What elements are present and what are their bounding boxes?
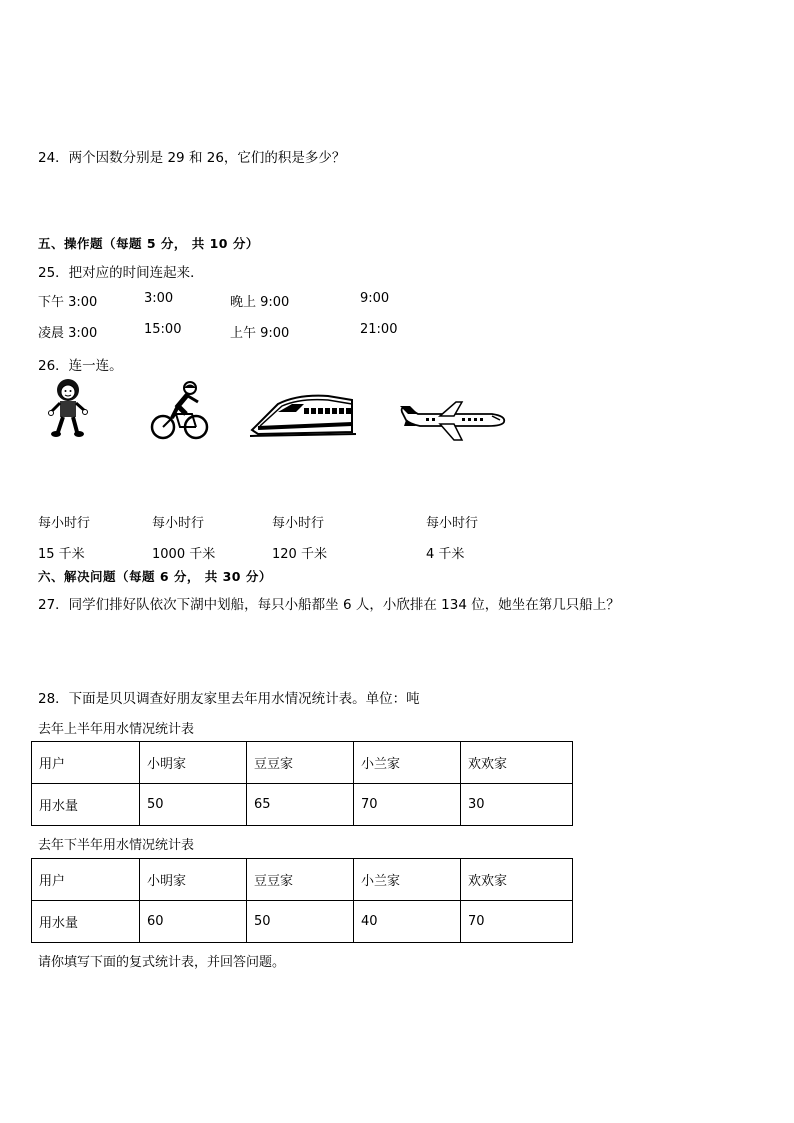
time-item: 3:00: [144, 291, 174, 306]
table-cell: 用水量: [32, 901, 140, 943]
table-cell: 欢欢家: [461, 859, 573, 901]
table-row: [32, 742, 573, 784]
question-27: 27．同学们排好队依次下湖中划船，每只小船都坐 6 人，小欣排在 134 位，她坐在第几只船上？: [38, 597, 620, 613]
table-row: [32, 901, 573, 943]
table-cell: 小明家: [140, 742, 247, 784]
speed-label: 每小时行: [38, 516, 91, 531]
speed-value: 15 千米: [38, 547, 85, 562]
table-cell: 用水量: [32, 784, 140, 826]
speed-value: 4 千米: [426, 547, 465, 562]
table-cell: 50: [140, 784, 247, 826]
table-cell: 小明家: [140, 859, 247, 901]
time-item: 15:00: [144, 322, 182, 337]
table-cell: 豆豆家: [247, 859, 354, 901]
time-item: 9:00: [360, 291, 390, 306]
question-28: 28．下面是贝贝调查好朋友家里去年用水情况统计表。单位：吨: [38, 691, 420, 707]
table-row: [32, 859, 573, 901]
table-cell: 40: [354, 901, 461, 943]
table-cell: 65: [247, 784, 354, 826]
table-row: [32, 784, 573, 826]
time-item: 晚上 9:00: [230, 295, 290, 310]
table-cell: 用户: [32, 742, 140, 784]
question-24: 24．两个因数分别是 29 和 26，它们的积是多少？: [38, 150, 346, 166]
table2-title: 去年下半年用水情况统计表: [38, 838, 195, 853]
table-cell: 欢欢家: [461, 742, 573, 784]
speed-value: 1000 千米: [152, 547, 216, 562]
time-item: 21:00: [360, 322, 398, 337]
table-cell: 豆豆家: [247, 742, 354, 784]
table-cell: 70: [354, 784, 461, 826]
time-item: 下午 3:00: [38, 295, 98, 310]
airplane-icon: [396, 398, 508, 442]
table-cell: 30: [461, 784, 573, 826]
table1-title: 去年上半年用水情况统计表: [38, 722, 195, 737]
table2-second-half-water: [31, 858, 573, 943]
speed-label: 每小时行: [152, 516, 205, 531]
time-item: 凌晨 3:00: [38, 326, 98, 341]
speed-label: 每小时行: [272, 516, 325, 531]
walking-child-icon: [46, 376, 90, 440]
instruction-text: 请你填写下面的复式统计表，并回答问题。: [38, 955, 286, 970]
table-cell: 用户: [32, 859, 140, 901]
table-cell: 60: [140, 901, 247, 943]
section-5-heading: 五、操作题（每题 5 分， 共 10 分）: [38, 236, 259, 251]
table-cell: 50: [247, 901, 354, 943]
cyclist-icon: [150, 380, 210, 442]
train-icon: [248, 390, 358, 440]
table-cell: 小兰家: [354, 742, 461, 784]
table1-first-half-water: [31, 741, 573, 826]
question-26: 26．连一连。: [38, 358, 123, 374]
speed-value: 120 千米: [272, 547, 327, 562]
table-cell: 小兰家: [354, 859, 461, 901]
time-item: 上午 9:00: [230, 326, 290, 341]
section-6-heading: 六、解决问题（每题 6 分， 共 30 分）: [38, 569, 272, 584]
speed-label: 每小时行: [426, 516, 479, 531]
table-cell: 70: [461, 901, 573, 943]
question-25: 25．把对应的时间连起来．: [38, 265, 204, 281]
